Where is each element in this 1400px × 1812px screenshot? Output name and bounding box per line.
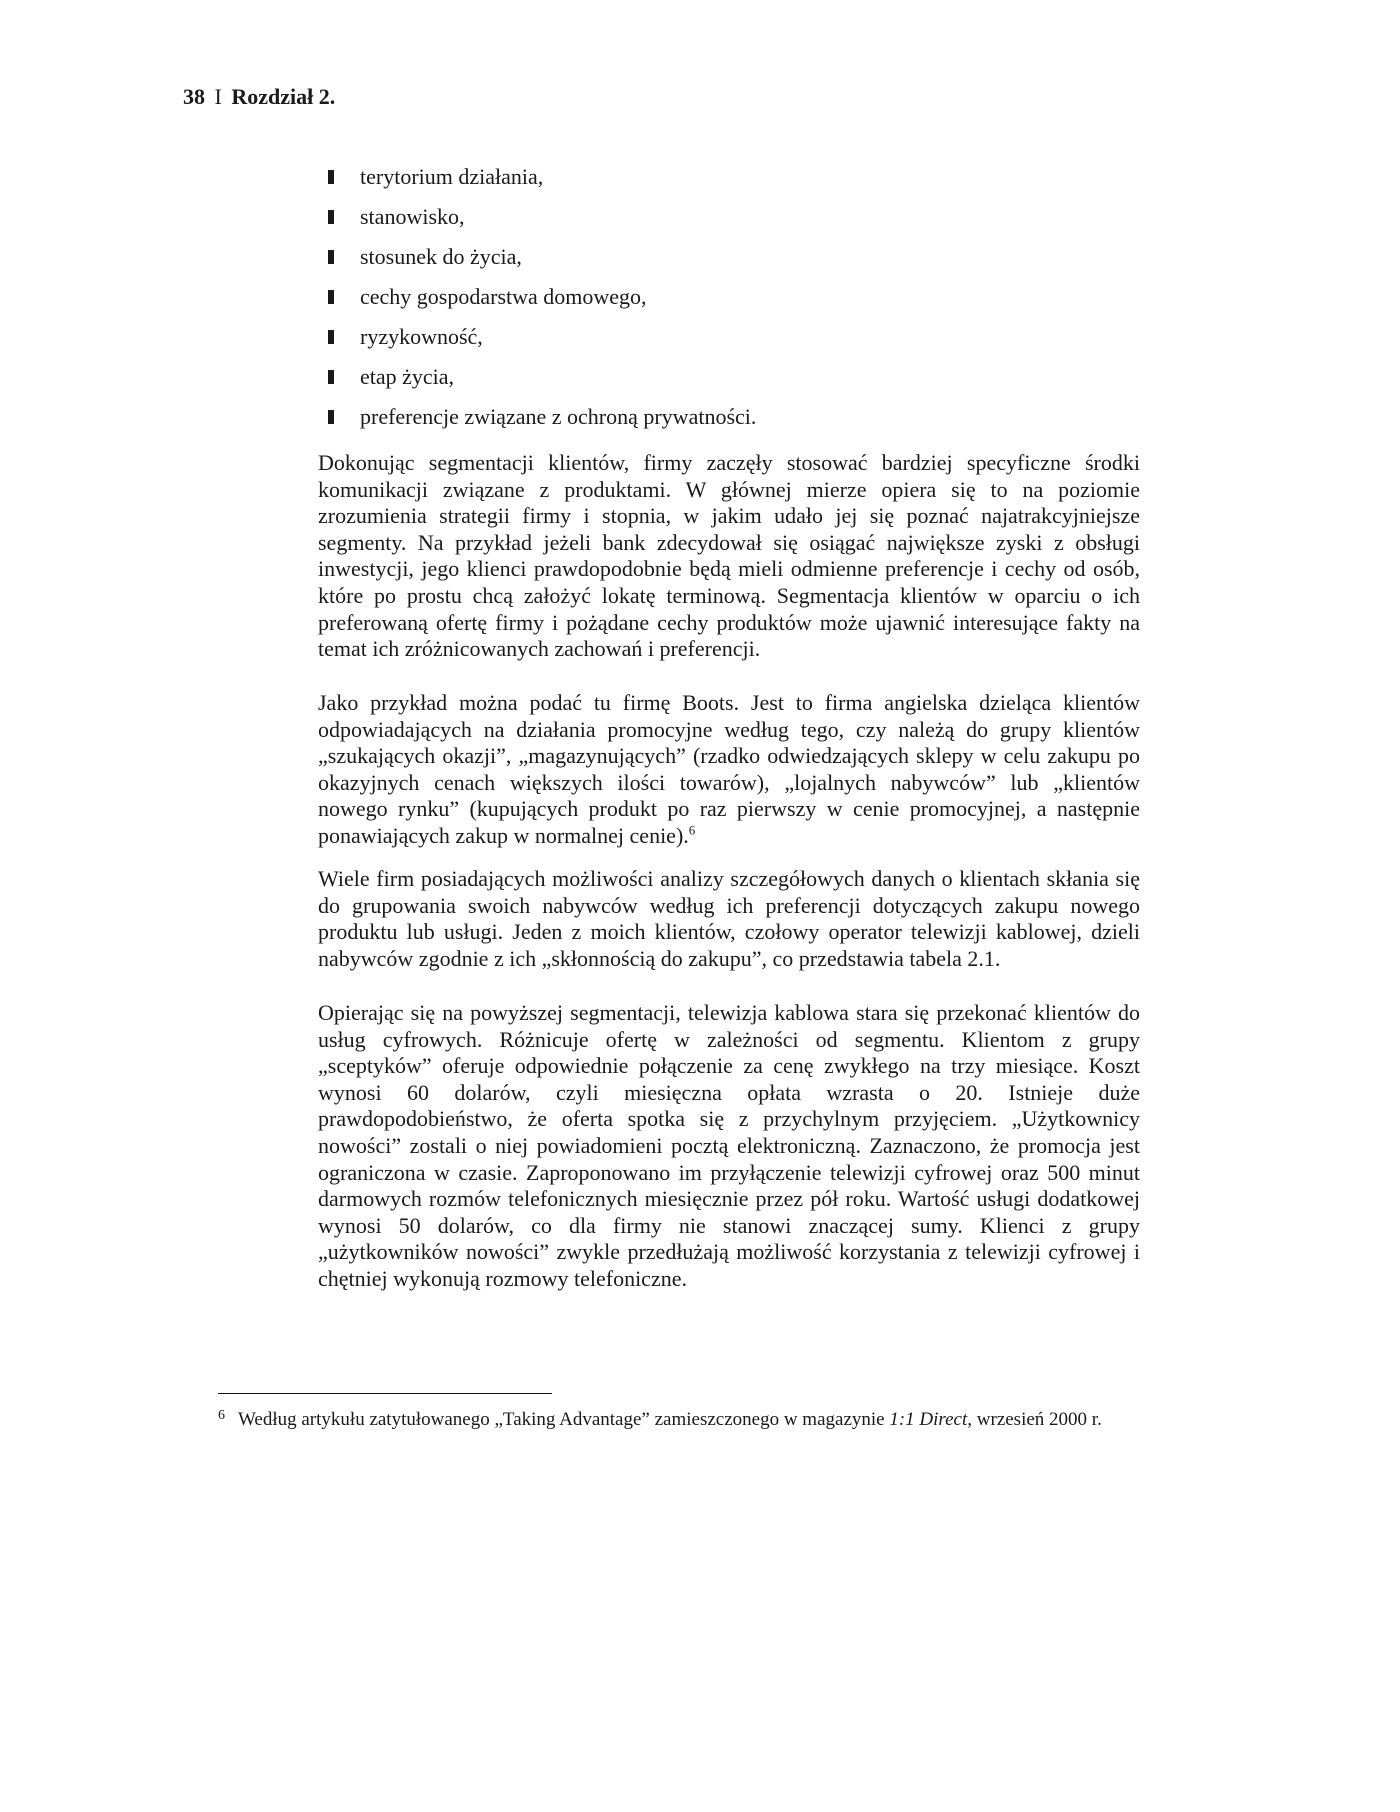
paragraph-cable-operator: Wiele firm posiadających możliwości analizy szczegółowych danych o klientach skłania się do grupowania swoich nabywców według ich preferencji dotyczących zakupu nowego produktu lub usługi. Jeden z moich klientów, czołowy operator telewizji kablowej, dzieli nabywców zgodnie z ich „skłonnością do zakupu”, co przedstawia tabela 2.1.: [318, 866, 1140, 971]
bullet-icon: [328, 330, 334, 344]
list-item: [328, 404, 756, 444]
footnote-number: 6: [218, 1408, 225, 1423]
paragraph-digital-offer: Opierając się na powyższej segmentacji, telewizja kablowa stara się przekonać klientów do usług cyfrowych. Różnicuje ofertę w zależności od segmentu. Klientom z grupy „sceptyków” oferuje odpowiednie połączenie za cenę zwykłego na trzy miesiące. Koszt wynosi 60 dolarów, czyli miesięczna opłata wzrasta o 20. Istnieje duże prawdopodobieństwo, że oferta spotka się z przychylnym przyjęciem. „Użytkownicy nowości” zostali o niej powiadomieni pocztą elektroniczną. Zaznaczono, że promocja jest ograniczona w czasie. Zaproponowano im przyłączenie telewizji cyfrowej oraz 500 minut darmowych rozmów telefonicznych miesięcznie przez pół roku. Wartość usługi dodatkowej wynosi 50 dolarów, co dla firmy nie stanowi znaczącej sumy. Klienci z grupy „użytkowników nowości” zwykle przedłużają możliwość korzystania z telewizji cyfrowej i chętniej wykonują rozmowy telefoniczne.: [318, 1000, 1140, 1291]
list-item-text: terytorium działania,: [360, 164, 544, 189]
footnote-text: [238, 1408, 1140, 1431]
footnote-text-end: , wrzesień 2000 r.: [967, 1409, 1102, 1430]
list-item: [328, 164, 756, 204]
list-item: [328, 324, 756, 364]
bullet-icon: [328, 170, 334, 184]
bullet-icon: [328, 410, 334, 424]
footnote-text-start: Według artykułu zatytułowanego „Taking Advantage” zamieszczonego w magazynie: [238, 1409, 890, 1430]
list-item-text: stanowisko,: [360, 204, 465, 229]
footnote-source-title: 1:1 Direct: [889, 1409, 968, 1430]
list-item: [328, 364, 756, 404]
bullet-icon: [328, 210, 334, 224]
list-item-text: cechy gospodarstwa domowego,: [360, 284, 647, 309]
list-item: [328, 204, 756, 244]
paragraph-segmentation: Dokonując segmentacji klientów, firmy zaczęły stosować bardziej specyficzne środki komunikacji związane z produktami. W głównej mierze opiera się to na poziomie zrozumienia strategii firmy i stopnia, w jakim udało jej się poznać najatrakcyjniejsze segmenty. Na przykład jeżeli bank zdecydował się osiągać największe zyski z obsługi inwestycji, jego klienci prawdopodobnie będą mieli odmienne preferencje i cechy od osób, które po prostu chcą założyć lokatę terminową. Segmentacja klientów w oparciu o ich preferowaną ofertę firmy i pożądane cechy produktów może ujawnić interesujące fakty na temat ich zróżnicowanych zachowań i preferencji.: [318, 450, 1140, 662]
list-item: [328, 284, 756, 324]
chapter-title: Rozdział 2.: [231, 84, 336, 109]
list-item-text: ryzykowność,: [360, 324, 483, 349]
header-separator: I: [214, 84, 222, 109]
running-header: [183, 84, 335, 110]
paragraph-text: Jako przykład można podać tu firmę Boots. Jest to firma angielska dzieląca klientów odpowiadających na działania promocyjne według tego, czy należą do grupy klientów „szukających okazji”, „magazynujących” (rzadko odwiedzających sklepy w celu zakupu po okazyjnych cenach większych ilości towarów), „lojalnych nabywców” lub „klientów nowego rynku” (kupujących produkt po raz pierwszy w cenie promocyjnej, a następnie ponawiających zakup w normalnej cenie).: [318, 690, 1140, 848]
page-number: 38: [183, 84, 205, 109]
list-item-text: etap życia,: [360, 364, 455, 389]
footnote-reference[interactable]: 6: [688, 822, 696, 838]
list-item-text: preferencje związane z ochroną prywatności.: [360, 404, 757, 429]
bullet-icon: [328, 290, 334, 304]
list-item-text: stosunek do życia,: [360, 244, 522, 269]
bullet-list: [328, 164, 756, 444]
bullet-icon: [328, 370, 334, 384]
list-item: [328, 244, 756, 284]
bullet-icon: [328, 250, 334, 264]
paragraph-boots-example: [318, 690, 1140, 850]
footnote-divider: [218, 1393, 552, 1394]
footnote: [218, 1408, 1140, 1431]
